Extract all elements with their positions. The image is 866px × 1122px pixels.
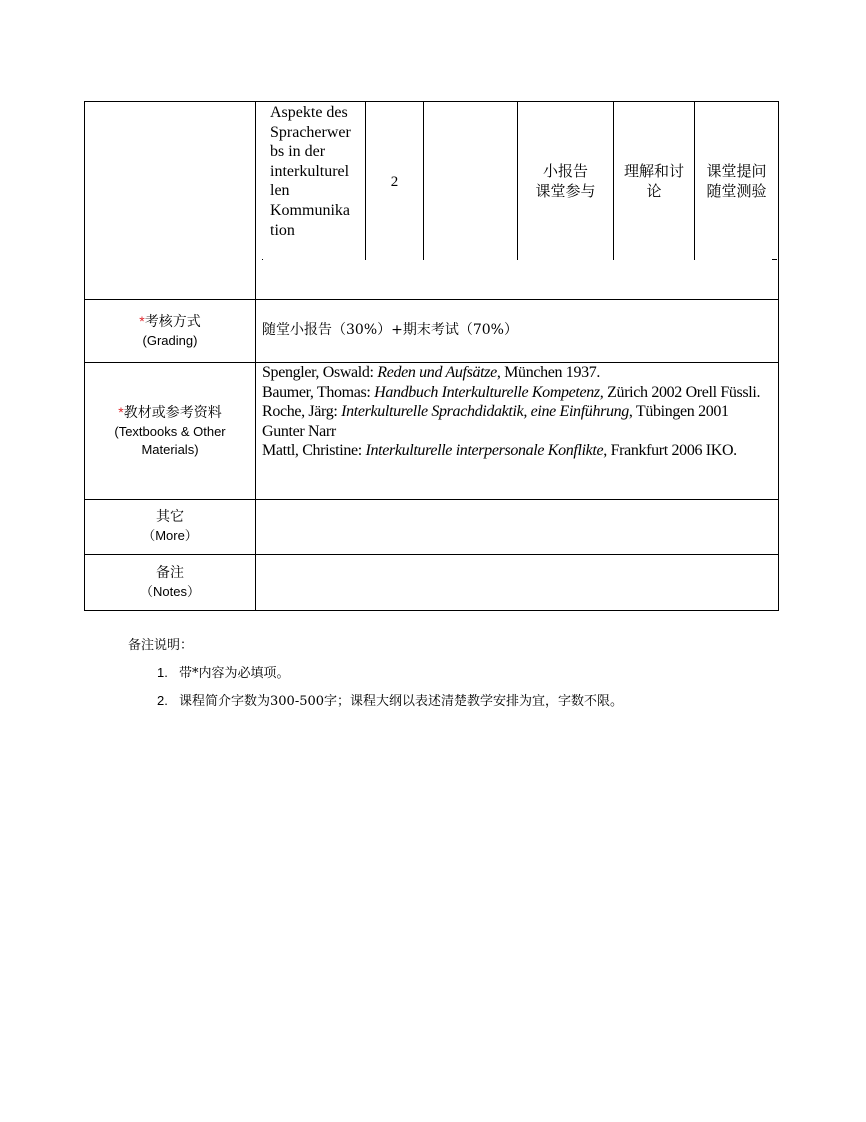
module-assessment-line: 课堂提问 [706, 162, 767, 180]
reference-item: Spengler, Oswald: Reden und Aufsätze, München 1937. [262, 364, 601, 381]
more-label [85, 508, 255, 545]
grading-label [85, 312, 255, 350]
module-title-line: interkulturel [270, 162, 350, 180]
footnote-number: 1. [157, 665, 168, 680]
module-title-cell [270, 103, 364, 240]
footnote-number: 2. [157, 693, 168, 708]
table-border-bottom [84, 610, 779, 611]
module-title-line: Aspekte des [270, 104, 348, 121]
table-border-right [778, 101, 779, 611]
materials-label-en: Materials) [141, 442, 199, 457]
required-mark: * [139, 313, 145, 329]
module-title-line: tion [270, 221, 295, 239]
module-title-line: Kommunika [270, 201, 350, 219]
footnote-heading: 备注说明： [128, 638, 194, 653]
required-mark: * [118, 404, 124, 420]
more-label-en: （More） [142, 528, 198, 543]
module-title-line: len [270, 182, 290, 200]
footnote-text: 课程简介字数为300-500字；课程大纲以表述清楚教学安排为宜，字数不限。 [179, 694, 624, 709]
footnote-item [157, 690, 777, 709]
module-hours: 2 [390, 174, 399, 190]
module-assessment-cell [695, 161, 778, 201]
module-objective-line: 理解和讨 [623, 162, 684, 180]
table-border-top [84, 101, 779, 102]
materials-label-cn: 教材或参考资料 [123, 405, 222, 421]
subtable-tick [772, 259, 777, 260]
notes-label-cn: 备注 [156, 565, 184, 581]
module-objective-cell [614, 161, 694, 201]
module-format-cell [518, 161, 613, 201]
module-title-line: Spracherwer [270, 123, 351, 141]
reference-item: Roche, Järg: Interkulturelle Sprachdidaktik, eine Einführung, Tübingen 2001 Gunter Narr [262, 403, 729, 440]
module-objective-line: 论 [646, 182, 662, 200]
grading-value: 随堂小报告（30%）+期末考试（70%） [262, 322, 518, 338]
row-divider [84, 499, 779, 500]
module-format-line: 课堂参与 [535, 182, 596, 200]
grading-label-cn: 考核方式 [144, 314, 201, 330]
reference-item: Mattl, Christine: Interkulturelle interpersonale Konflikte, Frankfurt 2006 IKO. [262, 442, 737, 459]
module-format-line: 小报告 [542, 162, 588, 180]
reference-item: Baumer, Thomas: Handbuch Interkulturelle Kompetenz, Zürich 2002 Orell Füssli. [262, 383, 761, 401]
subcolumn-divider [423, 101, 424, 260]
module-assessment-line: 随堂测验 [706, 182, 767, 200]
reference-list [262, 363, 773, 461]
notes-label [85, 564, 255, 601]
label-column-divider [255, 101, 256, 611]
materials-label [85, 403, 255, 459]
footnote-text: 带*内容为必填项。 [179, 666, 290, 681]
row-divider [84, 554, 779, 555]
more-label-cn: 其它 [156, 509, 184, 525]
materials-label-en: (Textbooks & Other [114, 424, 226, 439]
subtable-tick [262, 259, 263, 260]
grading-label-en: (Grading) [142, 333, 198, 348]
row-divider [84, 299, 779, 300]
module-title-line: bs in der [270, 143, 326, 161]
notes-label-en: （Notes） [140, 584, 200, 599]
footnote-item [157, 662, 777, 681]
